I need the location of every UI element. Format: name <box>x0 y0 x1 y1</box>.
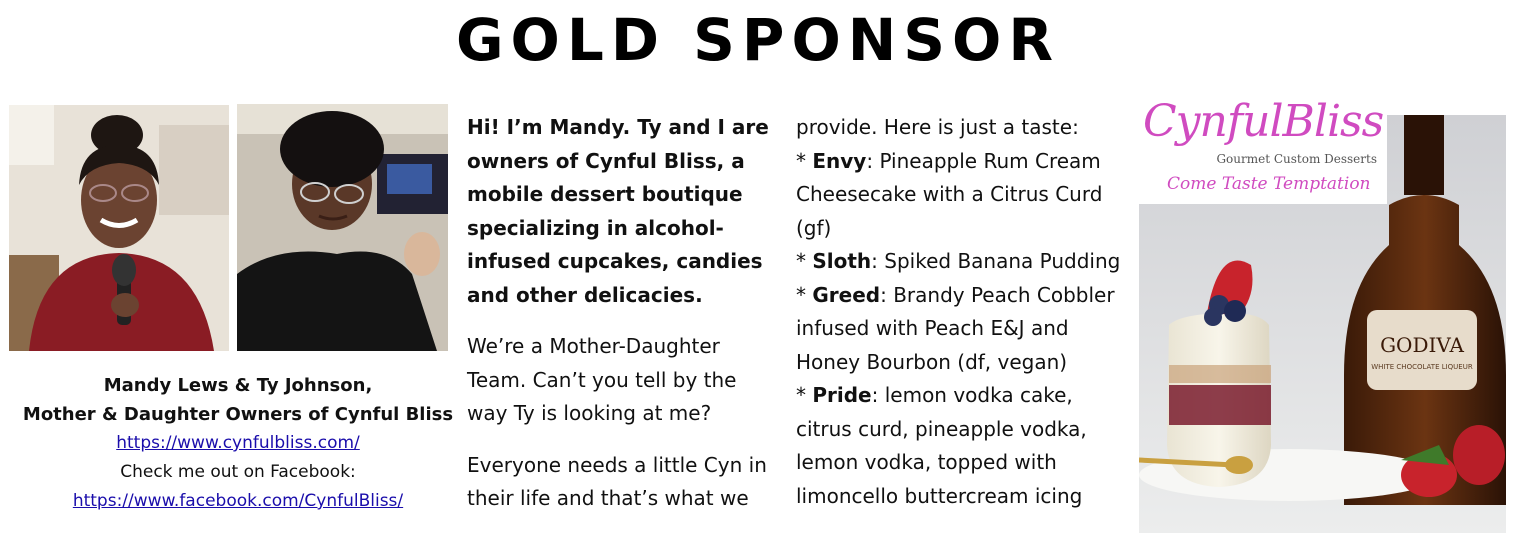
menu-item <box>796 245 1126 279</box>
menu-item-desc: citrus curd, pineapple vodka, <box>796 416 1087 441</box>
bottle-label-product: WHITE CHOCOLATE LIQUEUR <box>1371 363 1473 371</box>
menu-item <box>796 279 1126 313</box>
cyn-line: their life and that’s what we <box>467 486 749 510</box>
photo-ty <box>237 104 448 351</box>
menu-item-name: Sloth <box>812 249 872 273</box>
logo-tagline: Come Taste Temptation <box>1167 174 1371 194</box>
menu-item-desc: limoncello buttercream icing <box>796 483 1083 508</box>
website-link[interactable]: https://www.cynfulbliss.com/ <box>116 433 360 453</box>
menu-item-desc: : Spiked Banana Pudding <box>871 249 1121 273</box>
photo-mandy <box>9 105 229 351</box>
cynfulbliss-logo <box>1139 94 1387 204</box>
menu-item-desc: : Brandy Peach Cobbler <box>880 282 1115 307</box>
page-title: GOLD SPONSOR <box>455 6 1061 74</box>
intro-line: infused cupcakes, candies <box>467 249 763 273</box>
intro-line: mobile dessert boutique <box>467 182 743 206</box>
cyn-paragraph <box>467 449 779 516</box>
menu-item-name: Envy <box>812 148 867 173</box>
logo-brand: CynfulBliss <box>1143 96 1384 147</box>
cyn-line: Everyone needs a little Cyn in <box>467 452 767 477</box>
menu-item-desc: Honey Bourbon (df, vegan) <box>796 349 1068 374</box>
owners-caption <box>0 371 476 516</box>
menu-lead: provide. Here is just a taste: <box>796 115 1079 139</box>
menu-item-desc: : Pineapple Rum Cream <box>866 148 1101 173</box>
owner-role: Mother & Daughter Owners of Cynful Bliss <box>22 404 454 425</box>
bottle-label-brand: GODIVA <box>1380 333 1464 357</box>
intro-column <box>467 111 779 534</box>
intro-line: specializing in alcohol- <box>467 215 724 240</box>
owner-names: Mandy Lews & Ty Johnson, <box>103 375 373 396</box>
menu-item-desc: Cheesecake with a Citrus Curd <box>796 182 1103 206</box>
facebook-prompt: Check me out on Facebook: <box>120 462 356 482</box>
intro-paragraph <box>467 111 779 312</box>
menu-item-name: Pride <box>812 383 872 407</box>
team-line: Team. Can’t you tell by the <box>467 367 737 392</box>
menu-item <box>796 379 1126 413</box>
facebook-link[interactable]: https://www.facebook.com/CynfulBliss/ <box>72 491 404 511</box>
menu-item <box>796 145 1126 179</box>
intro-line: owners of Cynful Bliss, a <box>467 148 745 173</box>
menu-item-desc: lemon vodka, topped with <box>796 450 1057 474</box>
team-paragraph <box>467 330 779 431</box>
bullet: * <box>796 249 813 273</box>
menu-item-name: Greed <box>812 282 881 307</box>
menu-column <box>796 111 1126 513</box>
intro-line: and other delicacies. <box>467 282 703 307</box>
menu-item-desc: (gf) <box>796 215 832 240</box>
bullet: * <box>796 282 813 307</box>
bullet: * <box>796 383 813 407</box>
team-line: We’re a Mother-Daughter <box>467 334 720 358</box>
bullet: * <box>796 148 813 173</box>
menu-item-desc: infused with Peach E&J and <box>796 316 1069 340</box>
menu-item-desc: : lemon vodka cake, <box>871 383 1073 407</box>
team-line: way Ty is looking at me? <box>467 401 712 425</box>
logo-subtitle: Gourmet Custom Desserts <box>1216 152 1377 166</box>
intro-line: Hi! I’m Mandy. Ty and I are <box>467 115 769 139</box>
